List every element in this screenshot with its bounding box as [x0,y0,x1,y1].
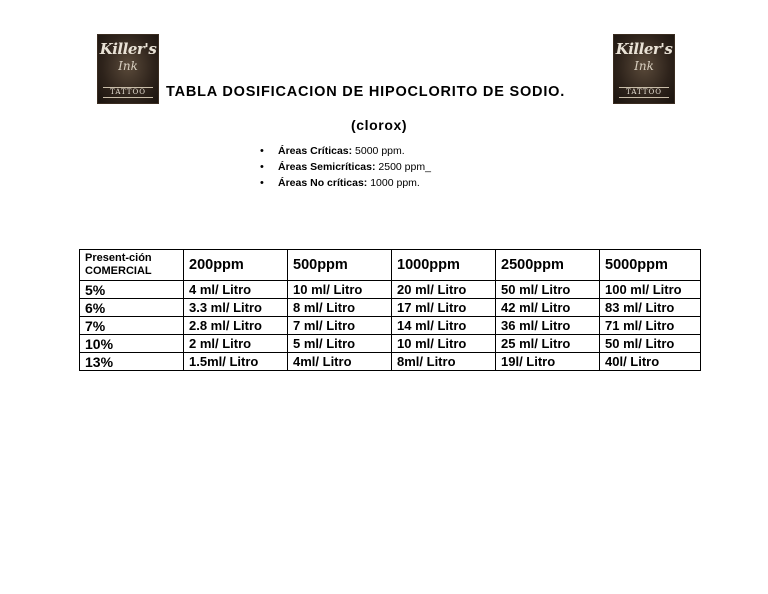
table-cell: 2.8 ml/ Litro [184,317,288,335]
table-row [80,281,701,299]
list-item-semicritical [258,159,431,175]
document-title: TABLA DOSIFICACION DE HIPOCLORITO DE SODIO. [166,84,566,100]
table-cell: 19l/ Litro [496,353,600,371]
table-row [80,335,701,353]
table-cell: 100 ml/ Litro [600,281,701,299]
document-subtitle: (clorox) [351,117,408,133]
logo-brand-text: Killer's [99,40,157,58]
table-cell: 20 ml/ Litro [392,281,496,299]
logo-right [613,34,675,104]
area-list [258,143,431,191]
table-row [80,317,701,335]
table-cell: 50 ml/ Litro [600,335,701,353]
table-cell: 8ml/ Litro [392,353,496,371]
list-item-value: 2500 ppm_ [375,161,431,173]
header-col: 1000ppm [392,250,496,281]
logo-left [97,34,159,104]
header-presentation [80,250,184,281]
header-col: 200ppm [184,250,288,281]
table-cell: 14 ml/ Litro [392,317,496,335]
table-cell: 1.5ml/ Litro [184,353,288,371]
header-presentation-line1: Present-ción [85,252,152,264]
list-item-value: 1000 ppm. [367,177,420,189]
table-cell: 2 ml/ Litro [184,335,288,353]
list-item-label: Áreas Semicríticas: [278,161,376,173]
row-concentration: 6% [80,299,184,317]
logo-tag-text: TATTOO [103,87,153,98]
table-cell: 5 ml/ Litro [288,335,392,353]
row-concentration: 13% [80,353,184,371]
list-item-value: 5000 ppm. [352,145,405,157]
logo-script-text: Ink [118,59,138,73]
dosage-table [79,249,701,371]
table-cell: 10 ml/ Litro [392,335,496,353]
list-item-label: Áreas Críticas: [278,145,353,157]
list-item-noncritical [258,175,431,191]
table-cell: 4 ml/ Litro [184,281,288,299]
row-concentration: 7% [80,317,184,335]
table-cell: 71 ml/ Litro [600,317,701,335]
logo-tag-text: TATTOO [619,87,669,98]
table-cell: 4ml/ Litro [288,353,392,371]
table-row [80,353,701,371]
table-cell: 8 ml/ Litro [288,299,392,317]
table-cell: 3.3 ml/ Litro [184,299,288,317]
header-col: 5000ppm [600,250,701,281]
table-cell: 42 ml/ Litro [496,299,600,317]
table-cell: 36 ml/ Litro [496,317,600,335]
table-cell: 25 ml/ Litro [496,335,600,353]
list-item-critical [258,143,431,159]
table-row [80,299,701,317]
logo-script-text: Ink [634,59,654,73]
table-cell: 7 ml/ Litro [288,317,392,335]
header-col: 500ppm [288,250,392,281]
row-concentration: 5% [80,281,184,299]
header-col: 2500ppm [496,250,600,281]
table-cell: 83 ml/ Litro [600,299,701,317]
table-cell: 40l/ Litro [600,353,701,371]
table-cell: 50 ml/ Litro [496,281,600,299]
table-cell: 10 ml/ Litro [288,281,392,299]
table-header-row [80,250,701,281]
logo-brand-text: Killer's [615,40,673,58]
table-cell: 17 ml/ Litro [392,299,496,317]
row-concentration: 10% [80,335,184,353]
list-item-label: Áreas No críticas: [278,177,368,189]
header-presentation-line2: COMERCIAL [85,265,152,277]
